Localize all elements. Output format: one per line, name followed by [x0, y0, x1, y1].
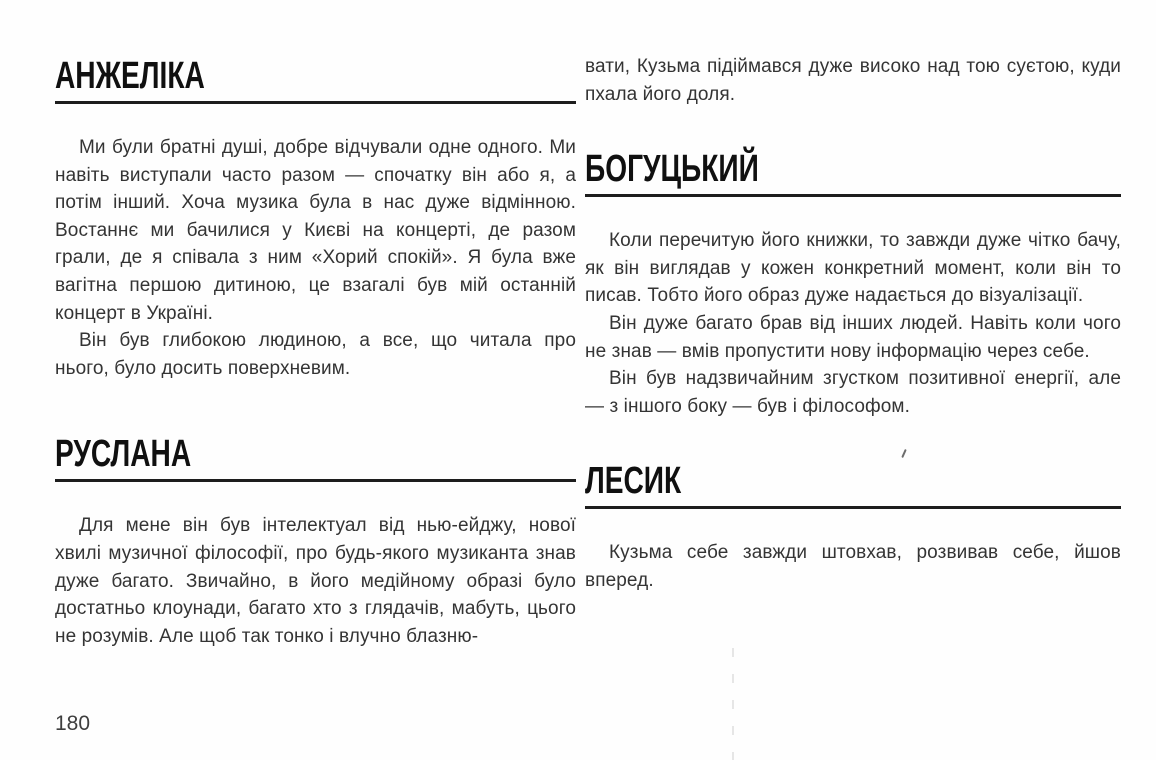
heading-rule [55, 101, 576, 104]
left-column [55, 55, 576, 650]
paragraph: Він дуже багато брав від інших людей. Навіть коли чого не знав — вмів пропустити нову інформацію через себе. [585, 312, 1121, 362]
section-anzhelika [55, 55, 576, 382]
section-heading-row [585, 460, 1121, 503]
paragraph: Він був глибокою людиною, а все, що читала про нього, було досить поверхневим. [55, 330, 576, 379]
section-heading-ruslana: РУСЛАНА [55, 433, 192, 476]
section-heading-row [585, 148, 1121, 191]
paragraph: Ми були братні душі, добре відчували одне одного. Ми навіть виступали часто разом — спочатку він або я, а потім інший. Хоча музика була в нас дуже відмінною. Востаннє ми бачилися у Києві на концерті, де разом грали, де я співала з ним «Хорий спокій». Я була вже вагітна першою дитиною, це взагалі був мій останній концерт в Україні. [55, 137, 576, 324]
section-bogutskyi [585, 148, 1121, 420]
page-number: 180 [55, 712, 91, 735]
section-heading-row [55, 433, 576, 476]
scan-fold-line [732, 648, 734, 760]
section-heading-bogutskyi: БОГУЦЬКИЙ [585, 148, 759, 191]
section-heading-row [55, 55, 576, 97]
section-heading-anzhelika: АНЖЕЛІКА [55, 55, 205, 97]
section-lesyk [585, 460, 1121, 594]
section-ruslana [55, 433, 576, 650]
paragraph: Він був надзвичайним згустком позитивної енергії, але — з іншого боку — був і філософом. [585, 368, 1121, 417]
section-heading-lesyk: ЛЕСИК [585, 460, 682, 503]
heading-rule [55, 479, 576, 482]
paragraph: Коли перечитую його книжки, то завжди дуже чітко бачу, як він виглядав у кожен конкретний момент, коли він то писав. Тобто його образ дуже надається до візуалізації. [585, 230, 1121, 307]
heading-rule [585, 506, 1121, 509]
paragraph: Кузьма себе завжди штовхав, розвивав себе, йшов вперед. [585, 542, 1121, 591]
paragraph: Для мене він був інтелектуал від нью-ейджу, нової хвилі музичної філософії, про будь-якого музиканта знав дуже багато. Звичайно, в його медійному образі було достатньо клоунади, багато хто з глядачів, мабуть, цього не розумів. Але щоб так тонко і влучно блазню- [55, 515, 576, 647]
continuation-paragraph: вати, Кузьма підіймався дуже високо над тою суєтою, куди пхала його доля. [585, 56, 1121, 105]
heading-rule [585, 194, 1121, 197]
right-column [585, 53, 1121, 595]
